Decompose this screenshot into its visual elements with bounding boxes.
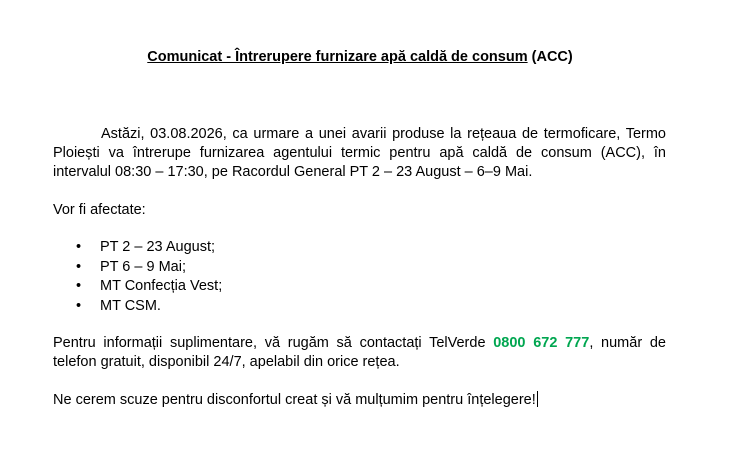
affected-list xyxy=(53,238,222,316)
intro-paragraph: Astăzi, 03.08.2026, ca urmare a unei avarii produse la rețeaua de termoficare, Termo Ploiești va întrerupe furnizarea agentului termic pentru apă caldă de consum (ACC), în intervalul 08:30 – 17:30, pe Racordul General PT 2 – 23 August – 6–9 Mai. xyxy=(53,126,666,180)
affected-heading: Vor fi afectate: xyxy=(53,202,146,218)
title-main: Comunicat - Întrerupere furnizare apă caldă de consum xyxy=(147,49,528,65)
list-item: • MT Confecția Vest; xyxy=(53,277,222,297)
list-item: • PT 2 – 23 August; xyxy=(53,238,222,258)
phone-number: 0800 672 777 xyxy=(493,335,590,351)
text-cursor xyxy=(537,391,538,407)
contact-text-after: , număr de telefon gratuit, disponibil 24/7, apelabil din orice rețea. xyxy=(53,335,666,370)
closing-text: Ne cerem scuze pentru disconfortul creat și vă mulțumim pentru înțelegere! xyxy=(53,392,536,408)
title-suffix: (ACC) xyxy=(527,49,573,65)
list-item: • MT CSM. xyxy=(53,297,222,317)
contact-paragraph xyxy=(53,334,666,372)
contact-text-before: Pentru informații suplimentare, vă rugăm să contactați TelVerde xyxy=(53,335,494,351)
closing-paragraph xyxy=(53,391,666,410)
document-title xyxy=(0,49,720,65)
list-item: • PT 6 – 9 Mai; xyxy=(53,258,222,278)
